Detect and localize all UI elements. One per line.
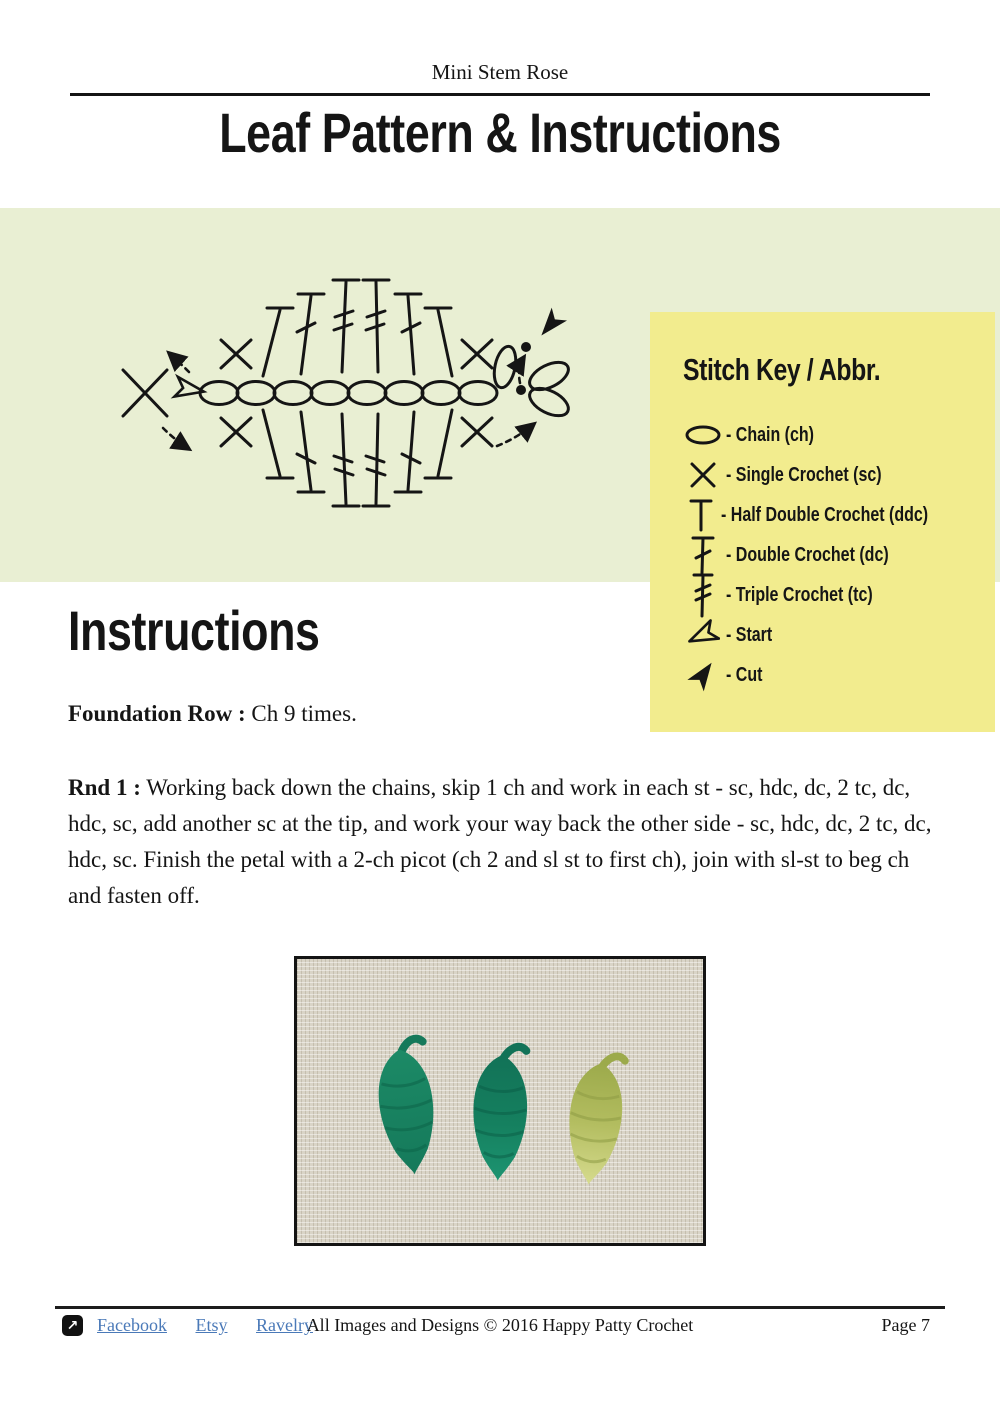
chain-row xyxy=(200,382,497,405)
leaf-teal-1 xyxy=(372,1037,442,1177)
page-number: Page 7 xyxy=(881,1315,930,1335)
key-row-half-double-crochet: - Half Double Crochet (ddc) xyxy=(680,495,980,535)
join-dot xyxy=(516,385,526,395)
leaves-illustration xyxy=(297,959,703,1243)
cut-marker-icon xyxy=(534,308,567,342)
round-1-label: Rnd 1 : xyxy=(68,775,141,800)
turning-chain-symbol xyxy=(491,344,519,389)
footer-divider xyxy=(55,1306,945,1309)
round-1-paragraph xyxy=(68,770,940,914)
key-row-single-crochet: - Single Crochet (sc) xyxy=(680,455,980,495)
page-title: Leaf Pattern & Instructions xyxy=(219,101,781,164)
crochet-diagram xyxy=(105,270,575,520)
half-double-crochet-icon xyxy=(680,497,721,533)
key-row-cut: - Cut xyxy=(680,655,980,695)
footer xyxy=(0,1313,1000,1343)
join-dot xyxy=(521,342,531,352)
leaf-teal-2 xyxy=(471,1045,529,1182)
double-crochet-icon xyxy=(680,534,726,576)
key-row-triple-crochet: - Triple Crochet (tc) xyxy=(680,575,980,615)
tip-sc-symbol xyxy=(123,370,167,416)
header-divider xyxy=(70,93,930,96)
picot-symbol xyxy=(525,357,572,422)
key-row-chain: - Chain (ch) xyxy=(680,415,980,455)
cut-icon xyxy=(680,658,726,692)
stitch-key-list xyxy=(680,415,980,695)
leaf-olive xyxy=(563,1052,628,1187)
external-link-icon: ↗ xyxy=(62,1315,83,1336)
single-crochet-icon xyxy=(680,461,726,489)
start-icon xyxy=(680,618,726,652)
round-1-text: Working back down the chains, skip 1 ch and work in each st - sc, hdc, dc, 2 tc, dc, hdc, sc, add another sc at the tip, and work your way back the other side - sc, hdc, dc, 2 tc, dc, hdc, sc. Finish the petal with a 2-ch picot (ch 2 and sl st to first ch), join with sl-st to beg ch and fasten off. xyxy=(68,775,932,908)
foundation-text: Ch 9 times. xyxy=(245,701,357,726)
etsy-link[interactable]: Etsy xyxy=(195,1315,228,1335)
ravelry-link[interactable]: Ravelry xyxy=(256,1315,313,1335)
facebook-link[interactable]: Facebook xyxy=(97,1315,167,1335)
running-header: Mini Stem Rose xyxy=(431,60,569,84)
bottom-row-stitches xyxy=(221,410,492,506)
instructions-heading: Instructions xyxy=(68,599,320,662)
foundation-label: Foundation Row : xyxy=(68,701,246,726)
top-row-stitches xyxy=(221,280,492,376)
triple-crochet-icon xyxy=(680,571,726,619)
leaves-photo xyxy=(294,956,706,1246)
copyright-text: All Images and Designs © 2016 Happy Patty Crochet xyxy=(306,1315,694,1335)
foundation-row xyxy=(68,701,357,727)
key-row-double-crochet: - Double Crochet (dc) xyxy=(680,535,980,575)
chain-icon xyxy=(680,424,726,446)
stitch-key-title: Stitch Key / Abbr. xyxy=(683,352,881,387)
key-row-start: - Start xyxy=(680,615,980,655)
